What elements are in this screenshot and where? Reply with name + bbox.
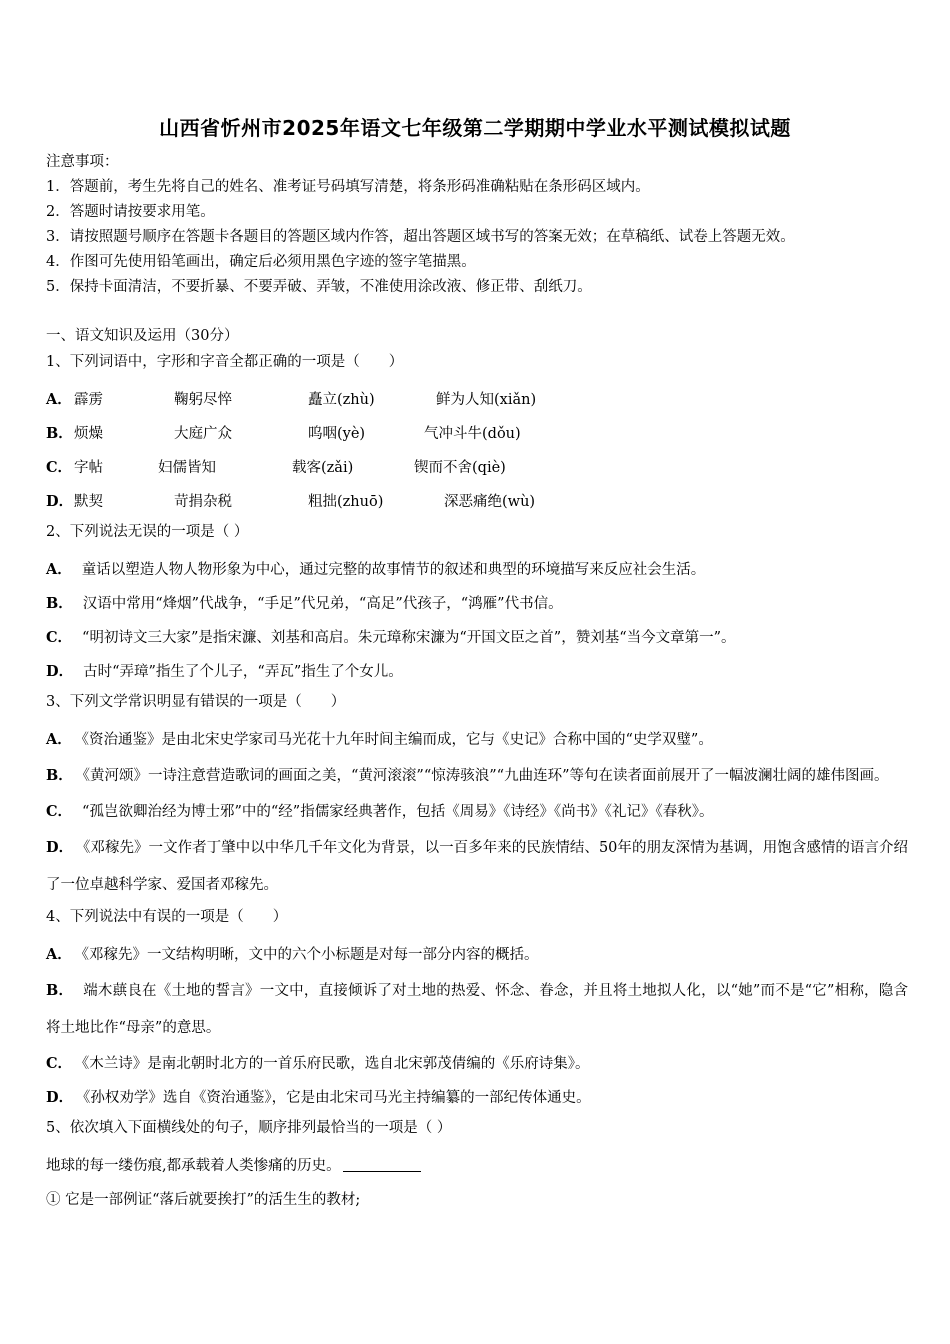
question-content: [46, 323, 908, 1217]
option-word: 大庭广众: [174, 426, 232, 442]
q2-option-d[interactable]: [46, 655, 908, 689]
section-heading: 一、语文知识及运用（30分）: [46, 328, 239, 344]
option-word: 烦燥: [74, 426, 103, 442]
option-letter: A．: [46, 561, 72, 578]
option-letter: C．: [46, 629, 73, 646]
option-word: 粗拙(zhuō): [308, 494, 384, 510]
q1-option-c[interactable]: [46, 451, 908, 485]
q5-item-1: ① 它是一部例证“落后就要挨打”的活生生的教材;: [46, 1192, 361, 1208]
notice-item: 5．保持卡面清洁，不要折暴、不要弄破、弄皱，不准使用涂改液、修正带、刮纸刀。: [46, 279, 592, 295]
option-text: 《木兰诗》是南北朝时北方的一首乐府民歌，选自北宋郭茂倩编的《乐府诗集》。: [82, 1056, 590, 1072]
notice-heading: 注意事项：: [46, 154, 119, 170]
q4-option-a[interactable]: [46, 938, 908, 972]
option-letter: D．: [46, 1089, 74, 1106]
option-text: “孤岂欲卿治经为博士邪”中的“经”指儒家经典著作，包括《周易》《诗经》《尚书》《礼记》《春秋》。: [82, 804, 714, 820]
notice-section: [46, 150, 916, 300]
option-letter: D．: [46, 663, 74, 680]
q1-option-d[interactable]: [46, 485, 908, 519]
q4-option-b[interactable]: [46, 972, 908, 1047]
option-letter: A．: [46, 391, 72, 408]
option-word: 气冲斗牛(dǒu): [424, 426, 521, 442]
option-letter: C．: [46, 803, 73, 820]
option-word: 默契: [74, 494, 103, 510]
q3-option-c[interactable]: [46, 795, 908, 829]
option-word: 深恶痛绝(wù): [444, 494, 536, 510]
option-text: 端木蕻良在《土地的誓言》一文中，直接倾诉了对土地的热爱、怀念、眷念，并且将土地拟人化，以“她”而不是“它”相称，隐含将土地比作“母亲”的意思。: [46, 983, 908, 1036]
notice-item: 1．答题前，考生先将自己的姓名、准考证号码填写清楚，将条形码准确粘贴在条形码区域内。: [46, 179, 650, 195]
question-1-stem: 1、下列词语中，字形和字音全都正确的一项是（ ）: [46, 354, 404, 370]
q1-option-a[interactable]: [46, 383, 908, 417]
q4-option-d[interactable]: [46, 1081, 908, 1115]
option-text: 《邓稼先》一文结构明晰，文中的六个小标题是对每一部分内容的概括。: [81, 947, 539, 963]
option-text: 童话以塑造人物人物形象为中心，通过完整的故事情节的叙述和典型的环境描写来反应社会生活。: [81, 562, 706, 578]
q5-context: [46, 1149, 908, 1183]
option-word: 鞠躬尽悴: [174, 392, 232, 408]
option-letter: A．: [46, 731, 72, 748]
option-word: 鲜为人知(xiǎn): [436, 392, 537, 408]
q2-option-c[interactable]: [46, 621, 908, 655]
option-letter: B．: [46, 595, 73, 612]
option-word: 锲而不舍(qiè): [414, 460, 506, 476]
q4-option-c[interactable]: [46, 1047, 908, 1081]
option-word: 呜咽(yè): [308, 426, 366, 442]
q3-option-b[interactable]: [46, 757, 908, 795]
q1-option-b[interactable]: [46, 417, 908, 451]
question-5-stem: 5、依次填入下面横线处的句子，顺序排列最恰当的一项是（ ）: [46, 1120, 452, 1136]
option-word: 霹雳: [74, 392, 103, 408]
q2-option-a[interactable]: [46, 553, 908, 587]
notice-item: 3．请按照题号顺序在答题卡各题目的答题区域内作答，超出答题区域书写的答案无效；在草稿纸、试卷上答题无效。: [46, 229, 795, 245]
option-letter: B．: [46, 982, 74, 999]
page-title: 山西省忻州市2025年语文七年级第二学期期中学业水平测试模拟试题: [159, 116, 791, 140]
q3-option-d[interactable]: [46, 829, 908, 904]
question-3-stem: 3、下列文学常识明显有错误的一项是（ ）: [46, 694, 346, 710]
option-word: 妇儒皆知: [158, 460, 216, 476]
option-word: 矗立(zhù): [308, 392, 375, 408]
notice-item: 2．答题时请按要求用笔。: [46, 204, 215, 220]
fill-blank[interactable]: [343, 1153, 421, 1172]
question-4-stem: 4、下列说法中有误的一项是（ ）: [46, 909, 288, 925]
option-letter: C．: [46, 459, 73, 476]
option-text: 《黄河颂》一诗注意营造歌词的画面之美，“黄河滚滚”“惊涛骇浪”“九曲连环”等句在读者面前展开了一幅波澜壮阔的雄伟图画。: [82, 768, 889, 784]
option-word: 载客(zǎi): [292, 460, 354, 476]
option-letter: A．: [46, 946, 72, 963]
option-text: 《孙权劝学》选自《资治通鉴》，它是由北宋司马光主持编纂的一部纪传体通史。: [83, 1090, 591, 1106]
notice-item: 4．作图可先使用铅笔画出，确定后必须用黑色字迹的签字笔描黑。: [46, 254, 476, 270]
option-word: 苛捐杂税: [174, 494, 232, 510]
option-letter: D．: [46, 493, 74, 510]
option-text: 古时“弄璋”指生了个儿子，“弄瓦”指生了个女儿。: [83, 664, 403, 680]
option-letter: B．: [46, 425, 73, 442]
option-text: 《资治通鉴》是由北宋史学家司马光花十九年时间主编而成，它与《史记》合称中国的“史学双璧”。: [81, 732, 713, 748]
option-word: 字帖: [74, 460, 103, 476]
option-letter: D．: [46, 839, 74, 856]
q2-option-b[interactable]: [46, 587, 908, 621]
option-text: 《邓稼先》一文作者丁肇中以中华几千年文化为背景，以一百多年来的民族情结、50年的朋友深情为基调，用饱含感情的语言介绍了一位卓越科学家、爱国者邓稼先。: [46, 840, 908, 893]
option-text: “明初诗文三大家”是指宋濂、刘基和高启。朱元璋称宋濂为“开国文臣之首”，赞刘基“当今文章第一”。: [82, 630, 736, 646]
context-text: 地球的每一缕伤痕,都承载着人类惨痛的历史。: [46, 1158, 341, 1174]
option-text: 汉语中常用“烽烟”代战争，“手足”代兄弟，“高足”代孩子，“鸿雁”代书信。: [82, 596, 563, 612]
question-2-stem: 2、下列说法无误的一项是（ ）: [46, 524, 249, 540]
option-letter: C．: [46, 1055, 73, 1072]
q3-option-a[interactable]: [46, 723, 908, 757]
option-letter: B．: [46, 767, 73, 784]
